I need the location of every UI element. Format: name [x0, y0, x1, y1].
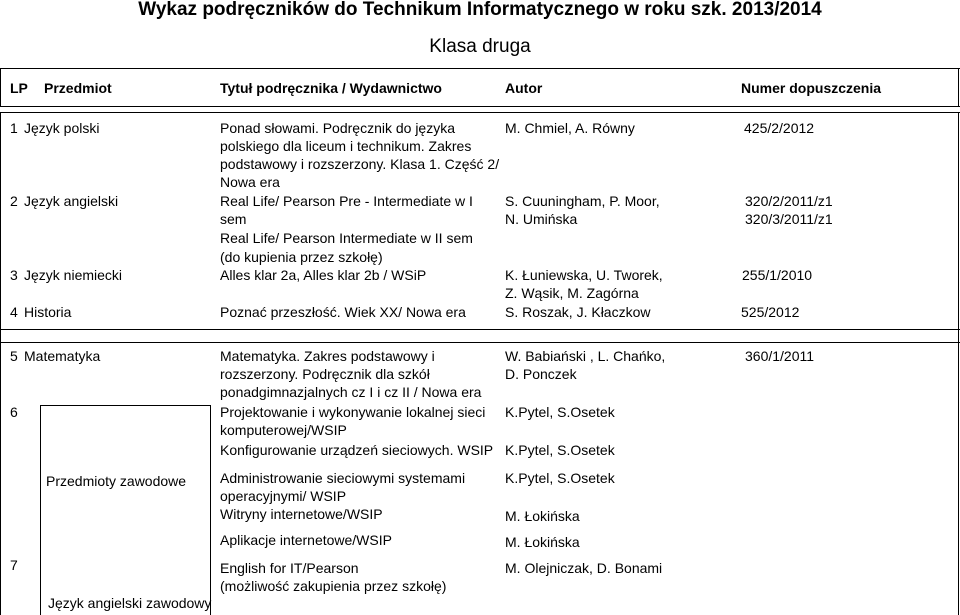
- row-subject: Język niemiecki: [24, 267, 123, 283]
- row-author: N. Umińska: [505, 211, 578, 227]
- row-lp: 2: [10, 193, 18, 209]
- row-author: S. Cuuningham, P. Moor,: [505, 193, 660, 209]
- row-subject: Język angielski zawodowy: [48, 595, 212, 611]
- row-book-line: Matematyka. Zakres podstawowy i: [220, 348, 435, 364]
- row-book-line: (do kupienia przez szkołę): [220, 249, 383, 265]
- row-author: K. Łuniewska, U. Tworek,: [505, 267, 663, 283]
- row-book-line: Nowa era: [220, 174, 280, 190]
- header-book: Tytuł podręcznika / Wydawnictwo: [220, 80, 442, 96]
- row-author: K.Pytel, S.Osetek: [505, 442, 615, 458]
- vocational-box-right: [210, 405, 211, 615]
- header-approval: Numer dopuszczenia: [741, 80, 882, 96]
- row-approval: 525/2012: [741, 304, 800, 320]
- row-book-line: Aplikacje internetowe/WSIP: [220, 532, 392, 548]
- row-lp: 5: [10, 348, 18, 364]
- body-right-border: [958, 112, 959, 615]
- section-divider: [0, 329, 960, 330]
- row-author: M. Chmiel, A. Równy: [505, 120, 635, 136]
- row-author: K.Pytel, S.Osetek: [505, 470, 615, 486]
- header-subject: Przedmiot: [44, 80, 112, 96]
- row-subject: Matematyka: [24, 348, 101, 364]
- row-book-line: Real Life/ Pearson Intermediate w II sem: [220, 230, 473, 246]
- row-subject: Język angielski: [24, 193, 119, 209]
- body-left-border: [0, 112, 1, 615]
- header-lp: LP: [10, 80, 28, 96]
- row-subject: Język polski: [24, 120, 100, 136]
- row-book-line: Alles klar 2a, Alles klar 2b / WSiP: [220, 267, 427, 283]
- header-author: Autor: [505, 80, 543, 96]
- row-subject: Przedmioty zawodowe: [46, 473, 187, 489]
- row-author: M. Łokińska: [505, 534, 580, 550]
- row-approval: 360/1/2011: [745, 348, 815, 364]
- row-approval: 320/2/2011/z1: [745, 193, 833, 209]
- row-lp: 7: [10, 557, 18, 573]
- row-lp: 1: [10, 120, 18, 136]
- row-lp: 6: [10, 404, 18, 420]
- row-author: M. Olejniczak, D. Bonami: [505, 560, 663, 576]
- header-left-border: [0, 68, 1, 106]
- row-book-line: ponadgimnazjalnych cz I i cz II / Nowa era: [220, 384, 482, 400]
- row-book-line: Witryny internetowe/WSIP: [220, 506, 383, 522]
- row-book-line: Projektowanie i wykonywanie lokalnej sieci: [220, 404, 486, 420]
- header-right-border: [958, 68, 959, 106]
- document-title: Wykaz podręczników do Technikum Informatycznego w roku szk. 2013/2014: [138, 0, 822, 20]
- row-author: M. Łokińska: [505, 508, 580, 524]
- row-author: W. Babiański , L. Chańko,: [505, 348, 666, 364]
- row-approval: 425/2/2012: [744, 120, 815, 136]
- header-bottom-border: [0, 106, 960, 107]
- row-book-line: podstawowy i rozszerzony. Klasa 1. Część 2/: [220, 156, 500, 172]
- row-lp: 3: [10, 267, 18, 283]
- class-subtitle: Klasa druga: [429, 36, 531, 57]
- vocational-box-top: [40, 405, 210, 406]
- section2-top-border: [0, 342, 960, 343]
- row-book-line: polskiego dla liceum i technikum. Zakres: [220, 138, 472, 154]
- row-approval: 320/3/2011/z1: [745, 211, 833, 227]
- body-top-border: [0, 112, 960, 113]
- row-subject: Historia: [24, 304, 72, 320]
- row-author: S. Roszak, J. Kłaczkow: [505, 304, 651, 320]
- row-book-line: English for IT/Pearson: [220, 560, 359, 576]
- row-approval: 255/1/2010: [742, 267, 813, 283]
- row-book-line: sem: [220, 211, 247, 227]
- row-author: K.Pytel, S.Osetek: [505, 404, 615, 420]
- row-author: D. Ponczek: [505, 366, 577, 382]
- row-book-line: Konfigurowanie urządzeń sieciowych. WSIP: [220, 442, 494, 458]
- row-book-line: komputerowej/WSIP: [220, 422, 347, 438]
- vocational-box-left: [40, 405, 41, 615]
- row-lp: 4: [10, 304, 18, 320]
- row-book-line: operacyjnymi/ WSIP: [220, 488, 347, 504]
- row-book-line: Poznać przeszłość. Wiek XX/ Nowa era: [220, 304, 466, 320]
- row-book-line: Ponad słowami. Podręcznik do języka: [220, 120, 456, 136]
- row-book-line: Real Life/ Pearson Pre - Intermediate w I: [220, 193, 473, 209]
- row-book-line: rozszerzony. Podręcznik dla szkół: [220, 366, 430, 382]
- row-book-line: Administrowanie sieciowymi systemami: [220, 470, 466, 486]
- header-top-border: [0, 68, 960, 69]
- row-book-line: (możliwość zakupienia przez szkołę): [220, 578, 447, 594]
- row-author: Z. Wąsik, M. Zagórna: [505, 285, 639, 301]
